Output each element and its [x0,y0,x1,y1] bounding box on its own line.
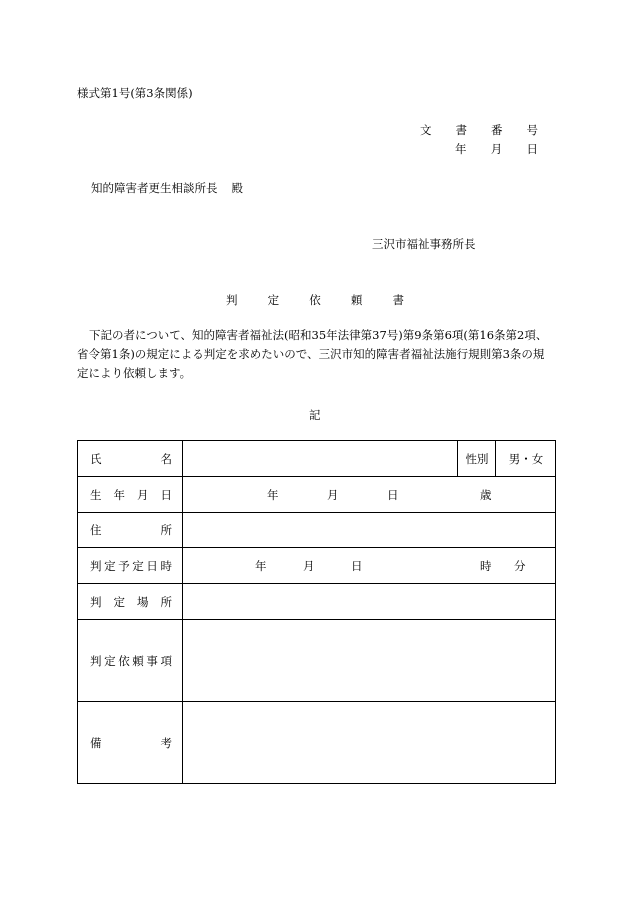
birth-unit: 月 [327,487,339,502]
table-row-remarks [78,702,556,784]
label-char: 所 [160,523,172,537]
doc-number-char: 文 [420,123,432,137]
date-char: 月 [490,142,503,156]
label-char: 時 [160,558,172,573]
label-char: 項 [160,653,172,668]
datetime-label [78,548,183,584]
table-row-place [78,584,556,620]
remarks-field[interactable] [183,702,556,784]
place-label [78,584,183,620]
title-char: 依 [309,293,321,307]
datetime-unit: 時 [480,558,492,573]
label-char: 名 [160,451,172,466]
document-date-label [455,141,538,157]
addressee-honorific: 殿 [231,181,243,195]
request-field[interactable] [183,620,556,702]
datetime-unit: 月 [303,558,315,573]
label-char: 定 [132,558,144,573]
sex-label: 性別 [458,441,496,477]
label-char: 定 [113,594,125,609]
addressee [91,180,243,196]
label-char: 予 [118,558,130,573]
title-char: 定 [267,293,280,307]
body-paragraph: 下記の者について、知的障害者福祉法(昭和35年法律第37号)第9条第6項(第16条第2項、省令第1条)の規定による判定を求めたいので、三沢市知的障害者福祉法施行規則第3条の規定により依頼します。 [77,328,548,380]
name-label [78,441,183,477]
name-field[interactable] [183,441,458,477]
label-char: 氏 [90,451,102,466]
table-row-request [78,620,556,702]
sex-field[interactable]: 男・女 [496,441,556,477]
table-row-name [78,441,556,477]
birth-unit: 年 [267,487,279,502]
details-table [77,440,556,784]
document-title [226,292,404,308]
datetime-unit: 日 [351,558,363,573]
label-char: 定 [104,653,116,668]
label-char: 事 [146,653,158,668]
label-char: 日 [160,487,172,502]
table-row-address [78,513,556,548]
remarks-label [78,702,183,784]
form-number: 様式第1号(第3条関係) [77,86,193,100]
label-char: 月 [137,487,149,502]
table-row-datetime [78,548,556,584]
table-row-birthdate [78,477,556,513]
request-label [78,620,183,702]
title-char: 書 [392,293,404,307]
birthdate-label [78,477,183,513]
label-char: 生 [90,487,102,502]
datetime-unit: 年 [255,558,267,573]
birth-unit: 日 [387,487,399,502]
datetime-field[interactable] [183,548,556,584]
label-char: 所 [160,594,172,609]
label-char: 住 [90,523,102,537]
date-char: 日 [526,142,538,156]
place-field[interactable] [183,584,556,620]
label-char: 備 [90,735,102,750]
birthdate-field[interactable] [183,477,556,513]
label-char: 判 [90,653,102,668]
label-char: 考 [160,735,172,750]
label-char: 年 [113,487,125,502]
label-char: 定 [104,558,116,573]
label-char: 判 [90,594,102,609]
doc-number-char: 番 [491,123,503,137]
label-char: 依 [118,653,130,668]
doc-number-char: 書 [455,123,467,137]
address-field[interactable] [183,513,556,548]
sender: 三沢市福祉事務所長 [372,237,476,251]
document-number-label [420,122,538,138]
label-char: 場 [137,594,149,609]
label-char: 頼 [132,653,144,668]
datetime-unit: 分 [514,558,526,573]
title-char: 判 [226,293,238,307]
address-label [78,513,183,548]
doc-number-char: 号 [526,123,538,137]
label-char: 判 [90,558,102,573]
addressee-name: 知的障害者更生相談所長 [91,181,218,195]
birth-unit: 歳 [480,487,492,502]
ki-heading: 記 [309,408,321,422]
label-char: 日 [146,558,158,573]
date-char: 年 [455,142,467,156]
title-char: 頼 [350,293,363,307]
